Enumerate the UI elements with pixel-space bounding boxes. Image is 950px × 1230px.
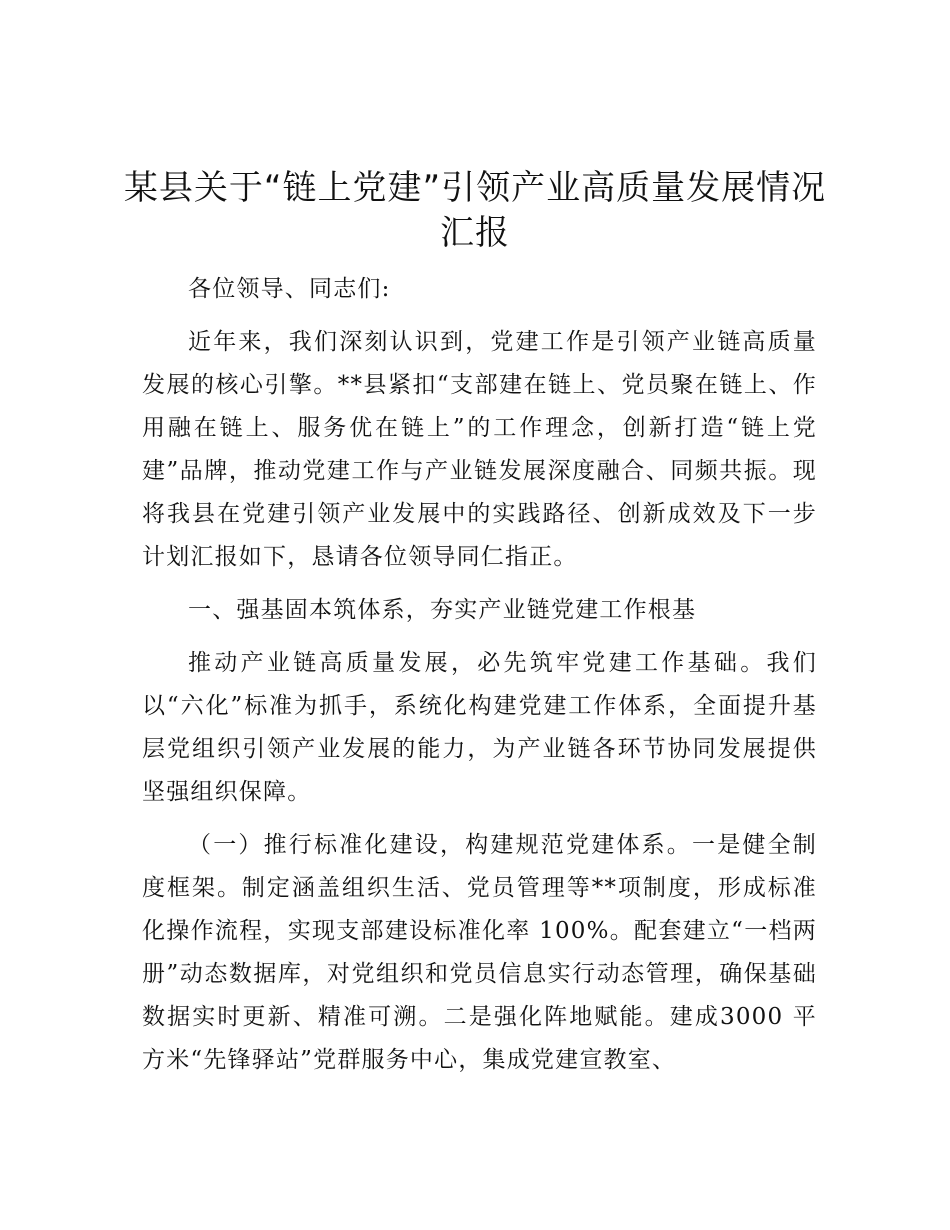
document-title: 某县关于“链上党建”引领产业高质量发展情况汇报 — [123, 168, 827, 253]
document-body — [142, 268, 817, 1092]
salutation: 各位领导、同志们: — [188, 276, 391, 302]
subsection-1-paragraph: （一）推行标准化建设，构建规范党建体系。一是健全制度框架。制定涵盖组织生活、党员管理等**项制度，形成标准化操作流程，实现支部建设标准化率 100%。配套建立“一档两册”动态数据库，对党组织和党员信息实行动态管理，确保基础数据实时更新、精准可溯。二是强化阵地赋能。建成3000 平方米“先锋驿站”党群服务中心，集成党建宣教室、 — [142, 832, 817, 1073]
section-heading-1: 一、强基固本筑体系，夯实产业链党建工作根基 — [188, 597, 697, 623]
intro-paragraph: 近年来，我们深刻认识到，党建工作是引领产业链高质量发展的核心引擎。**县紧扣“支部建在链上、党员聚在链上、作用融在链上、服务优在链上”的工作理念，创新打造“链上党建”品牌，推动党建工作与产业链发展深度融合、同频共振。现将我县在党建引领产业发展中的实践路径、创新成效及下一步计划汇报如下，恳请各位领导同仁指正。 — [142, 329, 817, 570]
section-1-paragraph: 推动产业链高质量发展，必先筑牢党建工作基础。我们以“六化”标准为抓手，系统化构建党建工作体系，全面提升基层党组织引领产业发展的能力，为产业链各环节协同发展提供坚强组织保障。 — [142, 650, 817, 805]
